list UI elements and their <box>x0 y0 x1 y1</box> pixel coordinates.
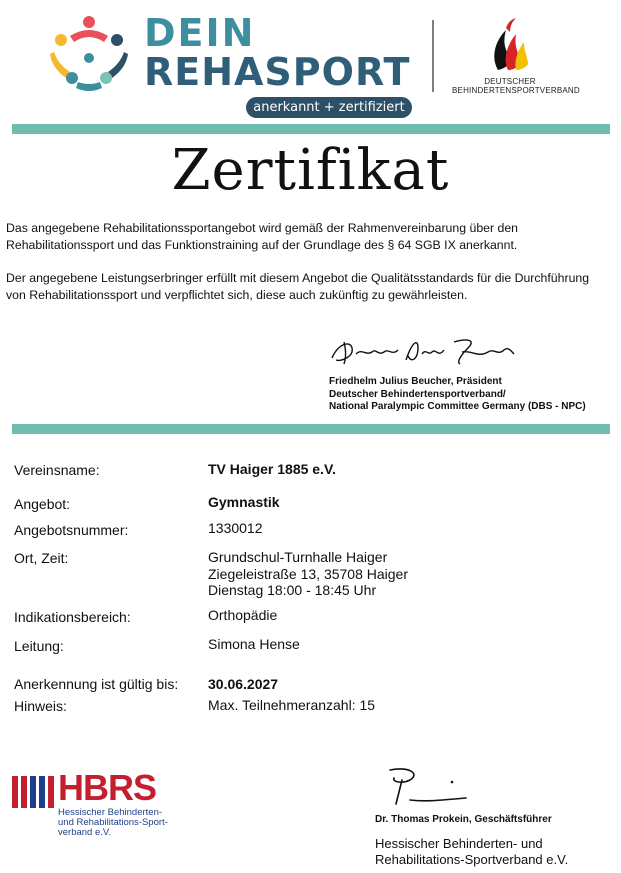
teal-divider-top <box>12 124 610 134</box>
director-signature-icon <box>380 764 470 808</box>
president-signature-icon <box>328 334 518 370</box>
certificate-title: Zertifikat <box>171 138 450 203</box>
hinweis-label: Hinweis: <box>14 698 67 714</box>
partner-name-line1: DEUTSCHER <box>484 77 536 86</box>
hbrs-logo-icon <box>12 776 58 808</box>
signatory1-org-line1: Deutscher Behindertensportverband/ <box>329 389 506 400</box>
rehasport-logo-icon <box>48 14 130 92</box>
ort-line2: Ziegeleistraße 13, 35708 Haiger <box>208 566 409 582</box>
signatory1-name: Friedhelm Julius Beucher, Präsident <box>329 376 502 387</box>
vereinsname-label: Vereinsname: <box>14 462 100 478</box>
signatory1-org-line2: National Paralympic Committee Germany (DBS - NPC) <box>329 401 586 412</box>
hinweis-value: Max. Teilnehmeranzahl: 15 <box>208 697 376 713</box>
hbrs-wordmark: HBRS <box>58 767 157 808</box>
indikation-label: Indikationsbereich: <box>14 609 131 625</box>
vereinsname-value: TV Haiger 1885 e.V. <box>208 461 336 477</box>
dbs-flame-icon <box>486 16 530 72</box>
brand-tagline: anerkannt + zertifiziert <box>246 97 412 118</box>
angebot-label: Angebot: <box>14 496 71 512</box>
angebot-value: Gymnastik <box>208 494 280 510</box>
brand-line2: REHASPORT <box>144 50 411 94</box>
angebotsnummer-label: Angebotsnummer: <box>14 522 129 538</box>
angebotsnummer-value: 1330012 <box>208 520 263 536</box>
partner-name-line2: BEHINDERTENSPORTVERBAND <box>452 86 580 95</box>
teal-divider-middle <box>12 424 610 434</box>
leitung-value: Simona Hense <box>208 636 300 652</box>
hbrs-org-line1: Hessischer Behinderten- und <box>375 836 543 851</box>
leitung-label: Leitung: <box>14 638 64 654</box>
signatory2-name: Dr. Thomas Prokein, Geschäftsführer <box>375 814 552 825</box>
brand-line1: DEIN <box>144 11 256 55</box>
ort-line1: Grundschul-Turnhalle Haiger <box>208 549 388 565</box>
recognition-paragraph: Das angegebene Rehabilitationssportangebot wird gemäß der Rahmenvereinbarung über den Rehabilitationssport und das Funktionstraining auf der Grundlage des § 64 SGB IX anerkannt. <box>6 221 519 252</box>
hbrs-subtitle-line1: Hessischer Behinderten- <box>58 807 163 818</box>
indikation-value: Orthopädie <box>208 607 278 623</box>
zeit-line: Dienstag 18:00 - 18:45 Uhr <box>208 582 377 598</box>
hbrs-subtitle-line2: und Rehabilitations-Sport- <box>58 817 168 828</box>
hbrs-org-line2: Rehabilitations-Sportverband e.V. <box>375 852 569 867</box>
ort-zeit-label: Ort, Zeit: <box>14 550 69 566</box>
hbrs-subtitle-line3: verband e.V. <box>58 827 111 838</box>
gueltig-label: Anerkennung ist gültig bis: <box>14 676 179 692</box>
header-divider <box>432 20 434 92</box>
quality-paragraph: Der angegebene Leistungserbringer erfüllt mit diesem Angebot die Qualitätsstandards für die Durchführung von Rehabilitationssport und verpflichtet sich, diese auch zukünftig zu gewährleisten. <box>6 271 590 302</box>
gueltig-value: 30.06.2027 <box>208 676 279 692</box>
